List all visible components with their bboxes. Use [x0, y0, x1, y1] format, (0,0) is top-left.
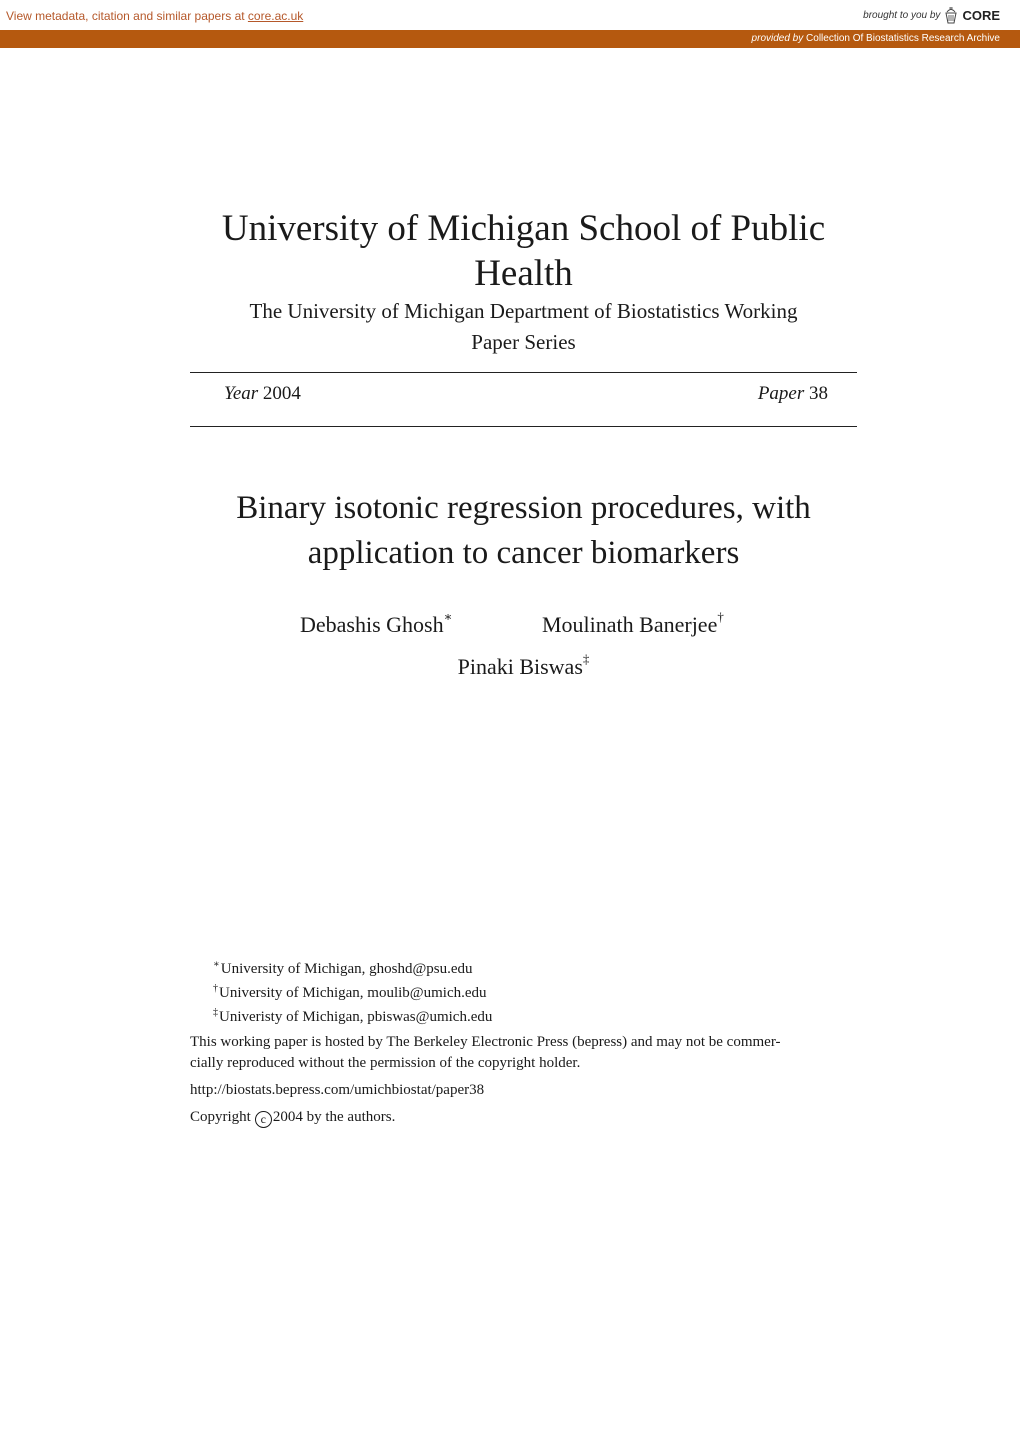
core-name: CORE: [962, 7, 1000, 23]
author-3-name: Pinaki Biswas: [457, 654, 583, 679]
author-1: [300, 609, 453, 638]
footnote-1-mark: ∗: [213, 959, 220, 970]
series-title: [190, 296, 857, 358]
copyright-prefix: Copyright: [190, 1109, 251, 1125]
year-field: [224, 383, 301, 405]
paper-number-field: [758, 383, 828, 405]
author-1-name: Debashis Ghosh: [300, 612, 444, 637]
year-value: 2004: [262, 383, 301, 404]
footnote-2: [213, 985, 487, 1002]
paper-value: 38: [809, 383, 828, 404]
institution-title: [190, 206, 857, 296]
provider-name: Collection Of Biostatistics Research Archive: [806, 33, 1000, 44]
paper-url[interactable]: http://biostats.bepress.com/umichbiostat/paper38: [190, 1082, 485, 1098]
footnote-1-text: University of Michigan, ghoshd@psu.edu: [220, 961, 473, 977]
footnote-3-mark: ‡: [213, 1007, 218, 1018]
footnote-2-text: University of Michigan, moulib@umich.edu: [219, 985, 487, 1001]
core-metadata-text: [6, 9, 303, 23]
authors-row: [190, 609, 857, 642]
footnote-3-text: Univeristy of Michigan, pbiswas@umich.edu: [219, 1009, 493, 1025]
footnote-1: [213, 961, 473, 978]
core-banner: [0, 0, 1020, 30]
hosting-notice: [190, 1032, 857, 1074]
top-divider: [190, 372, 857, 373]
author-3: [190, 651, 857, 680]
series-line-2: Paper Series: [471, 330, 576, 354]
core-logo-icon: [944, 6, 958, 24]
series-line-1: The University of Michigan Department of Biostatistics Working: [249, 299, 798, 323]
copyright-suffix: 2004 by the authors.: [272, 1109, 396, 1125]
core-provided-by[interactable]: [752, 33, 1000, 44]
author-2-mark: †: [717, 609, 724, 624]
hosting-notice-line-2: cially reproduced without the permission of the copyright holder.: [190, 1055, 581, 1071]
core-brought-by[interactable]: [863, 6, 1000, 24]
author-3-mark: ‡: [582, 651, 590, 666]
author-2: [542, 609, 724, 638]
copyright-symbol: c: [255, 1111, 272, 1128]
author-2-name: Moulinath Banerjee: [542, 612, 718, 637]
year-label: Year: [224, 383, 259, 404]
paper-title: [190, 486, 857, 576]
brought-to-you-label: brought to you by: [863, 9, 941, 21]
paper-title-line-2: application to cancer biomarkers: [307, 535, 740, 571]
footnote-3: [213, 1009, 492, 1026]
core-provider-bar: [0, 30, 1020, 48]
paper-label: Paper: [757, 383, 805, 404]
core-link[interactable]: core.ac.uk: [247, 9, 304, 23]
bottom-divider: [190, 426, 857, 427]
hosting-notice-line-1: This working paper is hosted by The Berkeley Electronic Press (bepress) and may not be commer-: [190, 1034, 781, 1050]
provided-by-label: provided by: [751, 33, 804, 44]
copyright-notice: [190, 1109, 395, 1128]
footnote-2-mark: †: [213, 983, 218, 994]
institution-line-1: University of Michigan School of Public: [221, 208, 826, 249]
institution-line-2: Health: [474, 253, 573, 294]
paper-title-line-1: Binary isotonic regression procedures, with: [236, 490, 811, 526]
author-1-mark: ∗: [443, 609, 453, 624]
metadata-label: View metadata, citation and similar papers at: [6, 9, 248, 23]
